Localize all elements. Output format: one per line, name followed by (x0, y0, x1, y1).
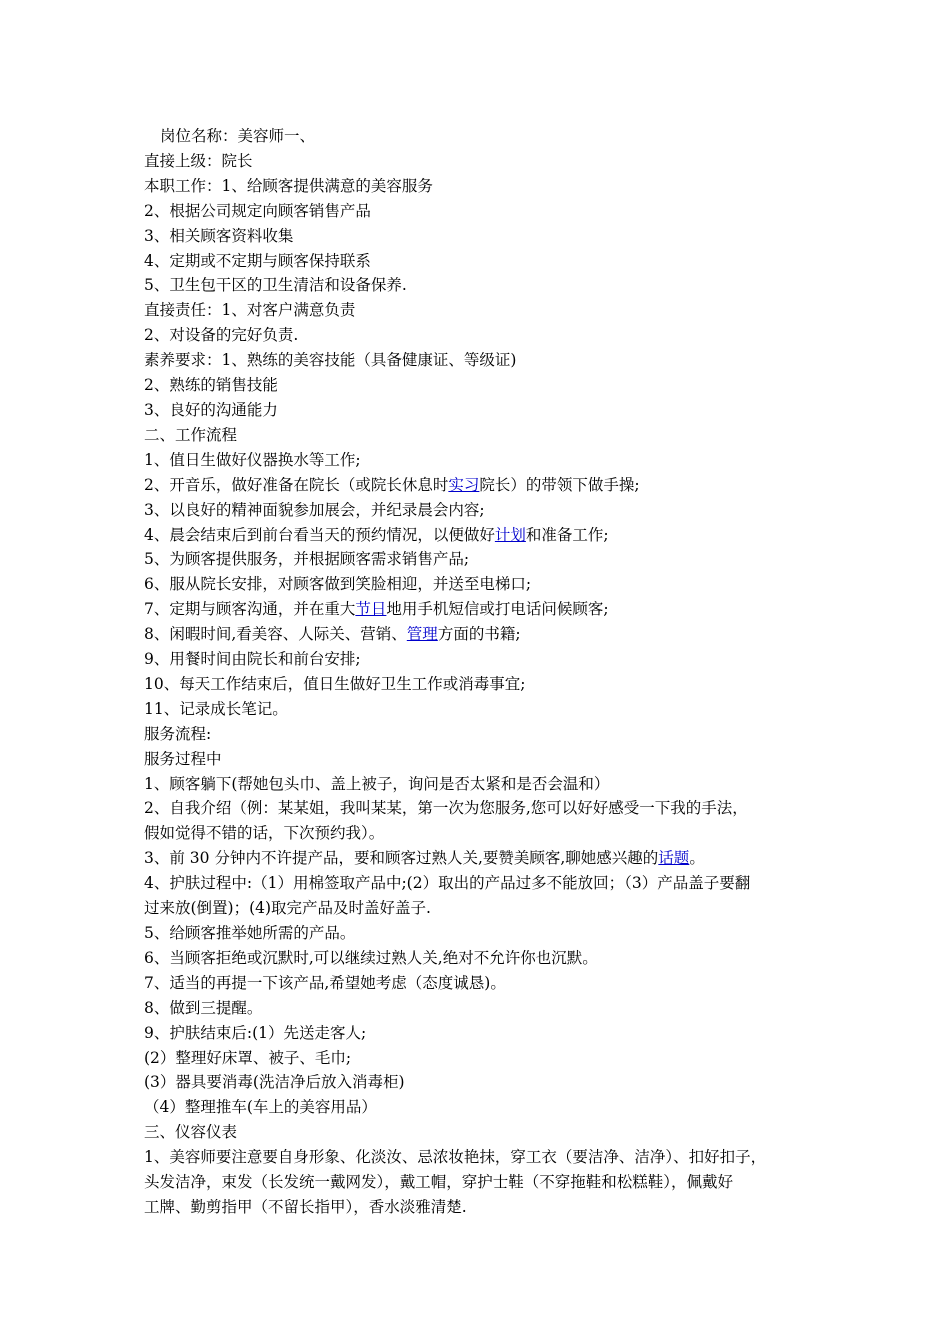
line-text: 3、前 30 分钟内不许提产品，要和顾客过熟人关,要赞美顾客,聊她感兴趣的 (144, 849, 659, 868)
line-text: 本职工作：1、给顾客提供满意的美容服务 (144, 176, 433, 195)
document-line (144, 273, 824, 298)
document-line (144, 697, 824, 722)
document-line (144, 547, 824, 572)
document-line (144, 597, 824, 622)
line-text: 5、为顾客提供服务，并根据顾客需求销售产品; (144, 550, 470, 569)
line-text: 8、闲暇时间,看美容、人际关、营销、 (144, 625, 407, 644)
document-line (144, 846, 824, 871)
document-line (144, 722, 824, 747)
line-text: 2、自我介绍（例：某某姐，我叫某某，第一次为您服务,您可以好好感受一下我的手法， (144, 799, 748, 818)
line-text: 4、定期或不定期与顾客保持联系 (144, 251, 371, 270)
inline-link[interactable]: 实习 (448, 475, 480, 494)
line-text: 5、给顾客推举她所需的产品。 (144, 924, 356, 942)
document-line (144, 796, 824, 821)
line-text: 3、以良好的精神面貌参加展会，并纪录晨会内容; (144, 500, 485, 519)
line-text: 5、卫生包干区的卫生清洁和设备保养. (144, 276, 407, 295)
document-line (144, 871, 824, 896)
line-text: 素养要求：1、熟练的美容技能（具备健康证、等级证) (144, 351, 517, 370)
line-text: 2、开音乐，做好准备在院长（或院长休息时 (144, 475, 449, 494)
document-line (144, 1070, 824, 1095)
line-text: 直接上级：院长 (144, 151, 253, 170)
document-line (144, 523, 824, 548)
document-line (144, 323, 824, 348)
line-text: 9、护肤结束后:(1）先送走客人; (144, 1023, 367, 1042)
line-text: (2）整理好床罩、被子、毛巾; (144, 1048, 352, 1067)
document-line (144, 672, 824, 697)
line-text: 4、晨会结束后到前台看当天的预约情况，以便做好 (144, 525, 495, 544)
document-line (144, 1120, 824, 1145)
document-line (144, 1170, 824, 1195)
document-line (144, 946, 824, 971)
line-text: 1、美容师要注意要自身形象、化淡汝、忌浓妆艳抹，穿工衣（要洁净、洁净）、扣好扣子， (144, 1148, 767, 1167)
line-text: 6、当顾客拒绝或沉默时,可以继续过熟人关,绝对不允许你也沉默。 (144, 948, 598, 967)
line-text: 8、做到三提醒。 (144, 998, 263, 1017)
line-text: 6、服从院长安排，对顾客做到笑脸相迎，并送至电梯口; (144, 575, 532, 594)
line-text: 3、良好的沟通能力 (144, 400, 278, 419)
line-text: 假如觉得不错的话，下次预约我）。 (144, 824, 385, 843)
document-body (144, 124, 824, 1220)
document-line (144, 971, 824, 996)
document-line (144, 747, 824, 772)
document-line (144, 373, 824, 398)
line-text: 服务流程: (144, 724, 212, 743)
line-text: 。 (689, 849, 705, 868)
inline-link[interactable]: 节日 (355, 600, 387, 619)
document-line (144, 772, 824, 797)
document-line (144, 498, 824, 523)
line-text: 头发洁净，束发（长发统一戴网发），戴工帽，穿护士鞋（不穿拖鞋和松糕鞋），佩戴好 (144, 1173, 734, 1192)
line-text: 地用手机短信或打电话问候顾客; (386, 600, 609, 619)
line-text: 方面的书籍; (437, 625, 521, 644)
line-text: 二、工作流程 (144, 425, 238, 444)
document-line (144, 224, 824, 249)
line-text: 10、每天工作结束后，值日生做好卫生工作或消毒事宜; (144, 674, 526, 693)
document-line (144, 647, 824, 672)
line-text: 和准备工作; (525, 525, 609, 544)
document-line (144, 174, 824, 199)
line-text: 2、对设备的完好负责. (144, 326, 299, 345)
line-text: 9、用餐时间由院长和前台安排; (144, 650, 361, 669)
document-line (144, 1095, 824, 1120)
line-text: 7、定期与顾客沟通，并在重大 (144, 600, 356, 619)
line-text: 服务过程中 (144, 749, 222, 768)
line-text: 11、记录成长笔记。 (144, 699, 288, 718)
document-line (144, 1195, 824, 1220)
line-text: 2、熟练的销售技能 (144, 376, 278, 395)
line-text: 7、适当的再提一下该产品,希望她考虑（态度诚恳)。 (144, 973, 506, 992)
document-line (144, 423, 824, 448)
line-text: 工牌、勤剪指甲（不留长指甲），香水淡雅清楚. (144, 1197, 467, 1216)
inline-link[interactable]: 计划 (494, 525, 526, 544)
line-text: 1、值日生做好仪器换水等工作; (144, 450, 361, 469)
document-line (144, 996, 824, 1021)
line-text: 1、顾客躺下(帮她包头巾、盖上被子，询问是否太紧和是否会温和） (144, 774, 610, 793)
line-text: 4、护肤过程中:（1）用棉签取产品中;(2）取出的产品过多不能放回；（3）产品盖子要翻 (144, 874, 751, 893)
document-line (144, 398, 824, 423)
document-line (144, 473, 824, 498)
document-line (144, 298, 824, 323)
document-line (144, 448, 824, 473)
document-line (144, 821, 824, 846)
document-line (144, 572, 824, 597)
line-text: 院长）的带领下做手操; (479, 475, 640, 494)
document-line (144, 896, 824, 921)
line-text: 过来放(倒置)；(4)取完产品及时盖好盖子. (144, 899, 431, 918)
document-line (144, 921, 824, 946)
document-line (144, 348, 824, 373)
document-line (144, 1145, 824, 1170)
inline-link[interactable]: 管理 (406, 625, 438, 644)
line-text: 三、仪容仪表 (144, 1123, 238, 1142)
document-line (144, 1021, 824, 1046)
document-line (144, 149, 824, 174)
line-text: 直接责任：1、对客户满意负责 (144, 301, 356, 320)
line-text: （4）整理推车(车上的美容用品） (144, 1098, 377, 1117)
document-line (144, 1046, 824, 1071)
inline-link[interactable]: 话题 (658, 849, 690, 868)
line-text: 2、根据公司规定向顾客销售产品 (144, 201, 371, 220)
document-line (144, 249, 824, 274)
line-text: 岗位名称：美容师一、 (160, 127, 316, 145)
line-text: (3）器具要消毒(洗洁净后放入消毒柜) (144, 1073, 405, 1092)
document-line (144, 124, 824, 149)
document-line (144, 622, 824, 647)
document-line (144, 199, 824, 224)
line-text: 3、相关顾客资料收集 (144, 226, 294, 245)
